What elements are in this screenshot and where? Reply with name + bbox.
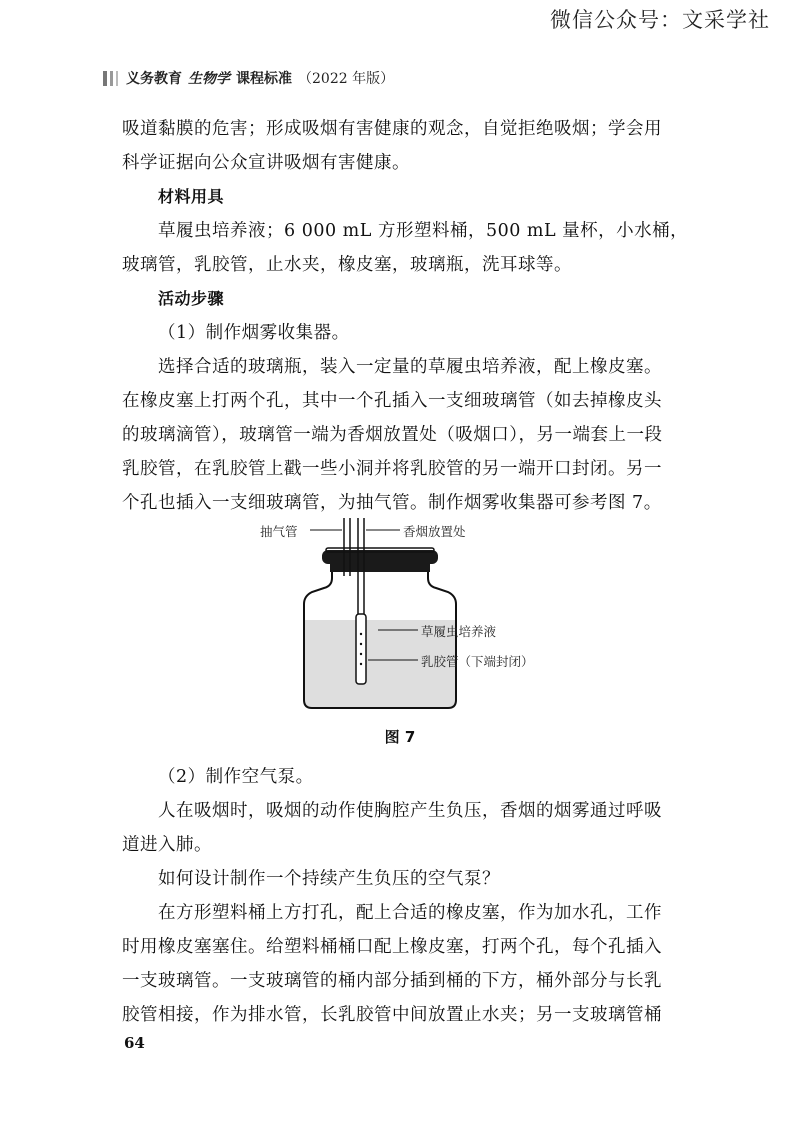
- text-line: 科学证据向公众宣讲吸烟有害健康。: [122, 153, 410, 173]
- step2-section: [122, 760, 682, 1032]
- rubber-stopper-bottom: [330, 564, 430, 572]
- text-line: 时用橡皮塞塞住。给塑料桶桶口配上橡皮塞，打两个孔，每个孔插入: [122, 937, 662, 957]
- text-line: 在橡皮塞上打两个孔，其中一个孔插入一支细玻璃管（如去掉橡皮头: [122, 391, 662, 411]
- text-line: 一支玻璃管。一支玻璃管的桶内部分插到桶的下方，桶外部分与长乳: [122, 971, 662, 991]
- text-line: 选择合适的玻璃瓶，装入一定量的草履虫培养液，配上橡皮塞。: [158, 357, 662, 377]
- step1-title: （1）制作烟雾收集器。: [158, 323, 350, 343]
- text-line: 道进入肺。: [122, 835, 212, 855]
- page-number: 64: [124, 1034, 145, 1052]
- label-exhaust-tube: 抽气管: [260, 524, 298, 539]
- paragraph-intro: [122, 112, 682, 180]
- label-cigarette-holder: 香烟放置处: [403, 524, 466, 539]
- header-bars-ornament: [103, 71, 118, 86]
- header-series: 义务教育: [126, 71, 182, 87]
- text-line: 的玻璃滴管），玻璃管一端为香烟放置处（吸烟口），另一端套上一段: [122, 425, 663, 445]
- label-latex-tube: 乳胶管（下端封闭）: [421, 654, 534, 669]
- label-culture-liquid: 草履虫培养液: [421, 624, 497, 639]
- smoke-collector-diagram: [240, 510, 560, 710]
- steps-title: 活动步骤: [158, 289, 225, 308]
- step2-question: 如何设计制作一个持续产生负压的空气泵？: [158, 869, 500, 889]
- materials-section: [122, 180, 689, 282]
- running-header: [103, 68, 394, 88]
- steps-section: [122, 282, 682, 520]
- materials-title: 材料用具: [158, 187, 225, 206]
- step2-title: （2）制作空气泵。: [158, 767, 314, 787]
- text-line: 在方形塑料桶上方打孔，配上合适的橡皮塞，作为加水孔，工作: [158, 903, 662, 923]
- text-line: 个孔也插入一支细玻璃管，为抽气管。制作烟雾收集器可参考图 7。: [122, 493, 662, 513]
- figure-caption: 图 7: [384, 728, 416, 746]
- text-line: 玻璃管，乳胶管，止水夹，橡皮塞，玻璃瓶，洗耳球等。: [122, 255, 572, 275]
- header-edition: （2022 年版）: [298, 71, 395, 87]
- header-subject: 生物学: [188, 71, 230, 87]
- watermark-text: 微信公众号：文采学社: [550, 8, 770, 32]
- text-line: 乳胶管，在乳胶管上戳一些小洞并将乳胶管的另一端开口封闭。另一: [122, 459, 662, 479]
- header-title: 课程标准: [236, 71, 292, 87]
- latex-tube: [356, 614, 366, 684]
- text-line: 草履虫培养液；6 000 mL 方形塑料桶，500 mL 量杯，小水桶，: [158, 221, 689, 241]
- text-line: 吸道黏膜的危害；形成吸烟有害健康的观念，自觉拒绝吸烟；学会用: [122, 119, 662, 139]
- text-line: 人在吸烟时，吸烟的动作使胸腔产生负压，香烟的烟雾通过呼吸: [158, 801, 662, 821]
- figure-smoke-collector: [240, 510, 560, 710]
- text-line: 胶管相接，作为排水管，长乳胶管中间放置止水夹；另一支玻璃管桶: [122, 1005, 662, 1025]
